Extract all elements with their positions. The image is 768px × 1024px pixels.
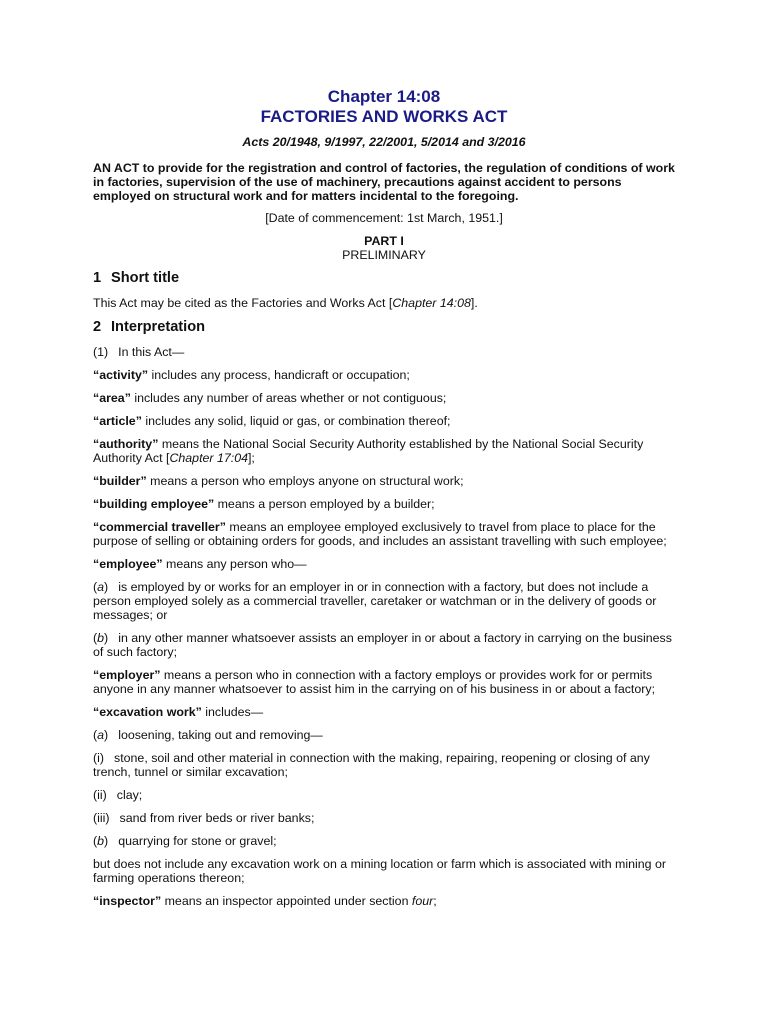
- definition-builder: [93, 474, 675, 488]
- definition-text: includes any solid, liquid or gas, or combination thereof;: [141, 414, 451, 428]
- definition-authority: [93, 437, 675, 465]
- definition-text: means a person who in connection with a factory employs or provides work for or permits anyone in any manner whatsoever to assist him in the carrying on of his business in or about a factory;: [93, 668, 656, 696]
- clause-label: b: [97, 631, 105, 645]
- clause-label: b: [97, 834, 105, 848]
- clause-label: a: [97, 728, 105, 742]
- defined-term: “authority”: [93, 437, 159, 451]
- section-heading-interpretation: [93, 319, 675, 336]
- definition-text: means the National Social Security Authority established by the National Social Security Authority Act [: [93, 437, 644, 465]
- clause-text: loosening, taking out and removing—: [118, 728, 323, 742]
- chapter-reference: Chapter 14:08: [392, 296, 471, 310]
- definition-activity: [93, 368, 675, 382]
- defined-term: “employee”: [93, 557, 163, 571]
- chapter-reference: Chapter 17:04: [169, 451, 248, 465]
- clause-text: is employed by or works for an employer in or in connection with a factory, but does not include a person employed solely as a commercial traveller, caretaker or watchman or in the delivery of goods or messages; or: [93, 580, 657, 622]
- definition-building-employee: [93, 497, 675, 511]
- chapter-number: Chapter 14:08: [327, 87, 441, 106]
- definition-inspector: [93, 894, 675, 908]
- defined-term: “employer”: [93, 668, 161, 682]
- clause-label: a: [97, 580, 105, 594]
- subsection-text: In this Act—: [118, 345, 185, 359]
- subclause-text: stone, soil and other material in connection with the making, repairing, reopening or closing of any trench, tunnel or similar excavation;: [93, 751, 650, 779]
- clause-text: in any other manner whatsoever assists an employer in or about a factory in carrying on the business of such factory;: [93, 631, 672, 659]
- definition-text: includes—: [201, 705, 264, 719]
- subclause-label: (iii): [93, 811, 110, 825]
- text-run: ].: [470, 296, 478, 310]
- amending-acts: Acts 20/1948, 9/1997, 22/2001, 5/2014 and 3/2016: [242, 135, 526, 149]
- definition-employee: [93, 557, 675, 571]
- definition-article: [93, 414, 675, 428]
- defined-term: “article”: [93, 414, 142, 428]
- subsection-number: (1): [93, 345, 109, 359]
- excavation-clause-b: (b) quarrying for stone or gravel;: [93, 834, 277, 848]
- subclause-text: clay;: [116, 788, 143, 802]
- defined-term: “excavation work”: [93, 705, 202, 719]
- definition-text: means any person who—: [162, 557, 307, 571]
- text-run: This Act may be cited as the Factories and Works Act [: [93, 296, 393, 310]
- definition-text: means a person employed by a builder;: [214, 497, 435, 511]
- subclause-text: sand from river beds or river banks;: [119, 811, 315, 825]
- section-heading-short-title: [93, 270, 675, 287]
- defined-term: “inspector”: [93, 894, 162, 908]
- defined-term: “activity”: [93, 368, 149, 382]
- part-title: PRELIMINARY: [342, 248, 426, 262]
- definition-excavation-work: [93, 705, 675, 719]
- definition-employer: [93, 668, 675, 696]
- defined-term: “builder”: [93, 474, 147, 488]
- act-preamble: AN ACT to provide for the registration and control of factories, the regulation of conditions of work in factories, supervision of the use of machinery, precautions against accident to persons employed on structural work and for matters incidental to the foregoing.: [93, 161, 675, 203]
- definition-commercial-traveller: [93, 520, 675, 548]
- employee-clause-a: (a) is employed by or works for an employer in or in connection with a factory, but does not include a person employed solely as a commercial traveller, caretaker or watchman or in the delivery of goods or messages; or: [93, 580, 657, 622]
- section-title: Interpretation: [111, 319, 206, 335]
- defined-term: “commercial traveller”: [93, 520, 226, 534]
- definition-text: includes any process, handicraft or occupation;: [148, 368, 410, 382]
- excavation-subclause-ii: [93, 788, 675, 802]
- section-title: Short title: [111, 270, 180, 286]
- definition-text: means an employee employed exclusively to travel from place to place for the purpose of selling or obtaining orders for goods, and includes an assistant travelling with such employee;: [93, 520, 667, 548]
- excavation-subclause-i: [93, 751, 675, 779]
- part-label: PART I: [364, 234, 404, 248]
- excavation-subclause-iii: [93, 811, 675, 825]
- section-number: 2: [93, 319, 102, 335]
- definition-text: means a person who employs anyone on structural work;: [146, 474, 464, 488]
- subclause-label: (ii): [93, 788, 107, 802]
- subsection-1: [93, 345, 675, 359]
- definition-text: includes any number of areas whether or not contiguous;: [130, 391, 447, 405]
- excavation-exclusion: but does not include any excavation work on a mining location or farm which is associated with mining or farming operations thereon;: [93, 857, 667, 885]
- excavation-clause-a: (a) loosening, taking out and removing—: [93, 728, 323, 742]
- definition-area: [93, 391, 675, 405]
- definition-text: means an inspector appointed under section: [161, 894, 412, 908]
- section-reference: four: [411, 894, 434, 908]
- commencement-date: [Date of commencement: 1st March, 1951.]: [265, 211, 503, 225]
- section-number: 1: [93, 270, 102, 286]
- clause-text: quarrying for stone or gravel;: [118, 834, 277, 848]
- defined-term: “area”: [93, 391, 131, 405]
- defined-term: “building employee”: [93, 497, 215, 511]
- act-title: FACTORIES AND WORKS ACT: [260, 107, 508, 126]
- subclause-label: (i): [93, 751, 105, 765]
- employee-clause-b: (b) in any other manner whatsoever assists an employer in or about a factory in carrying on the business of such factory;: [93, 631, 672, 659]
- text-run: ];: [247, 451, 255, 465]
- text-run: ;: [433, 894, 437, 908]
- short-title-text: [93, 296, 675, 310]
